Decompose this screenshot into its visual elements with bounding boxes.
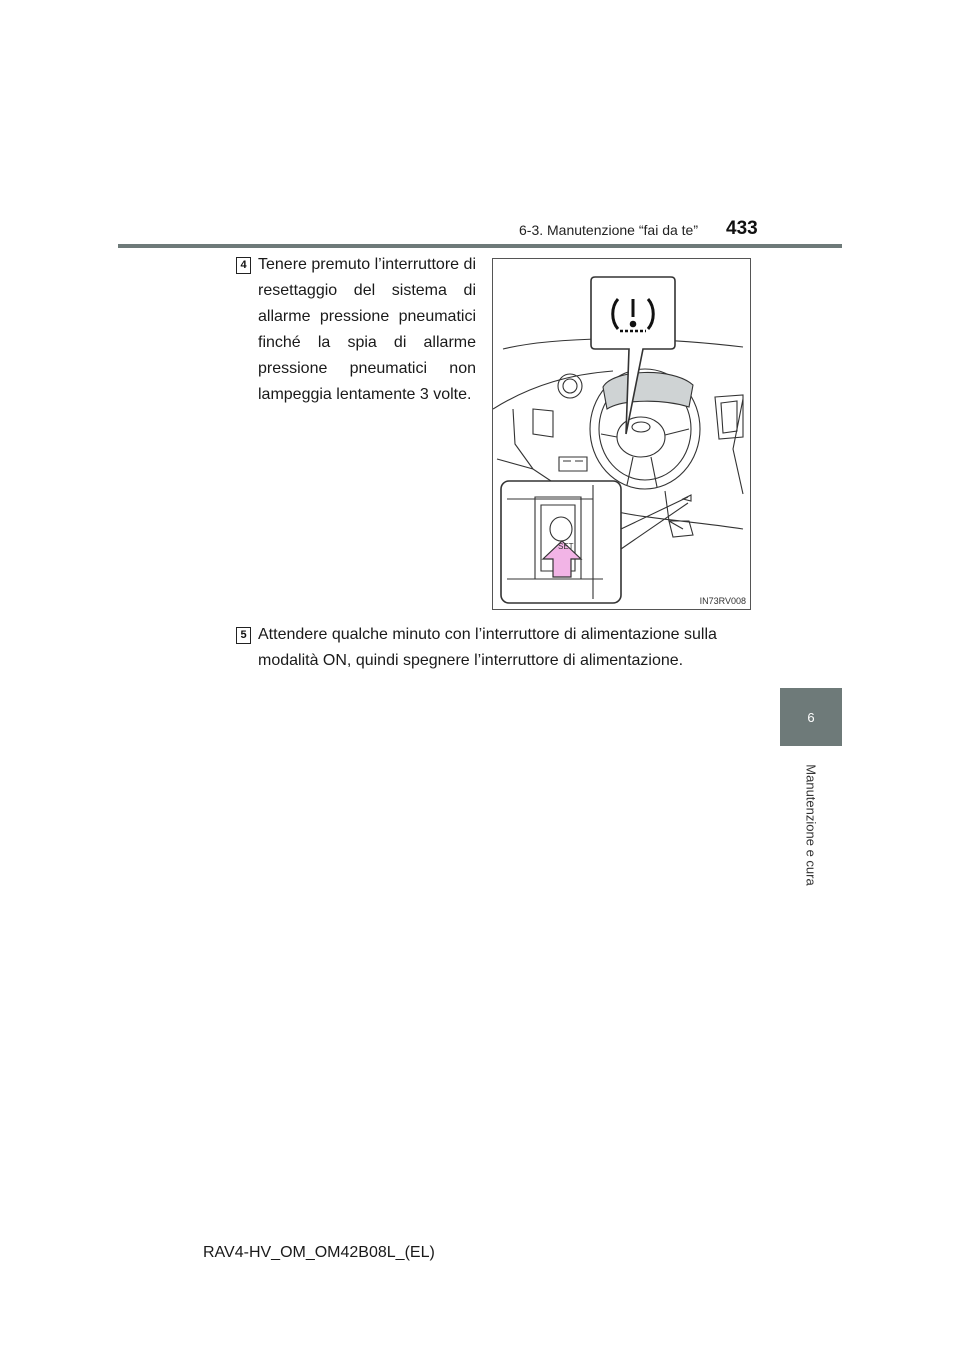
chapter-title: Manutenzione e cura [803, 764, 819, 886]
step-5-number: 5 [236, 627, 251, 644]
step-5-text: Attendere qualche minuto con l’interruttore di alimentazione sulla modalità ON, quindi spegnere l’interruttore di alimentazione. [258, 626, 717, 669]
figure-code: IN73RV008 [699, 596, 746, 606]
figure-button-label: SET [558, 542, 574, 551]
header-section-title: 6-3. Manutenzione “fai da te” [519, 222, 698, 238]
dashboard-figure [492, 258, 751, 610]
header-rule [118, 244, 842, 248]
chapter-number: 6 [807, 709, 815, 725]
dashboard-illustration [493, 259, 750, 609]
page-number: 433 [726, 218, 758, 239]
chapter-title-wrap [780, 760, 842, 890]
step-4-text: Tenere premuto l’interruttore di resettaggio del sistema di allarme pressione pneumatici finché la spia di allarme pressione pneumatici non lampeggia lentamente 3 volte. [258, 256, 476, 403]
footer-doc-code: RAV4-HV_OM_OM42B08L_(EL) [203, 1244, 435, 1261]
step-4-number: 4 [236, 257, 251, 274]
chapter-tab[interactable] [780, 688, 842, 746]
